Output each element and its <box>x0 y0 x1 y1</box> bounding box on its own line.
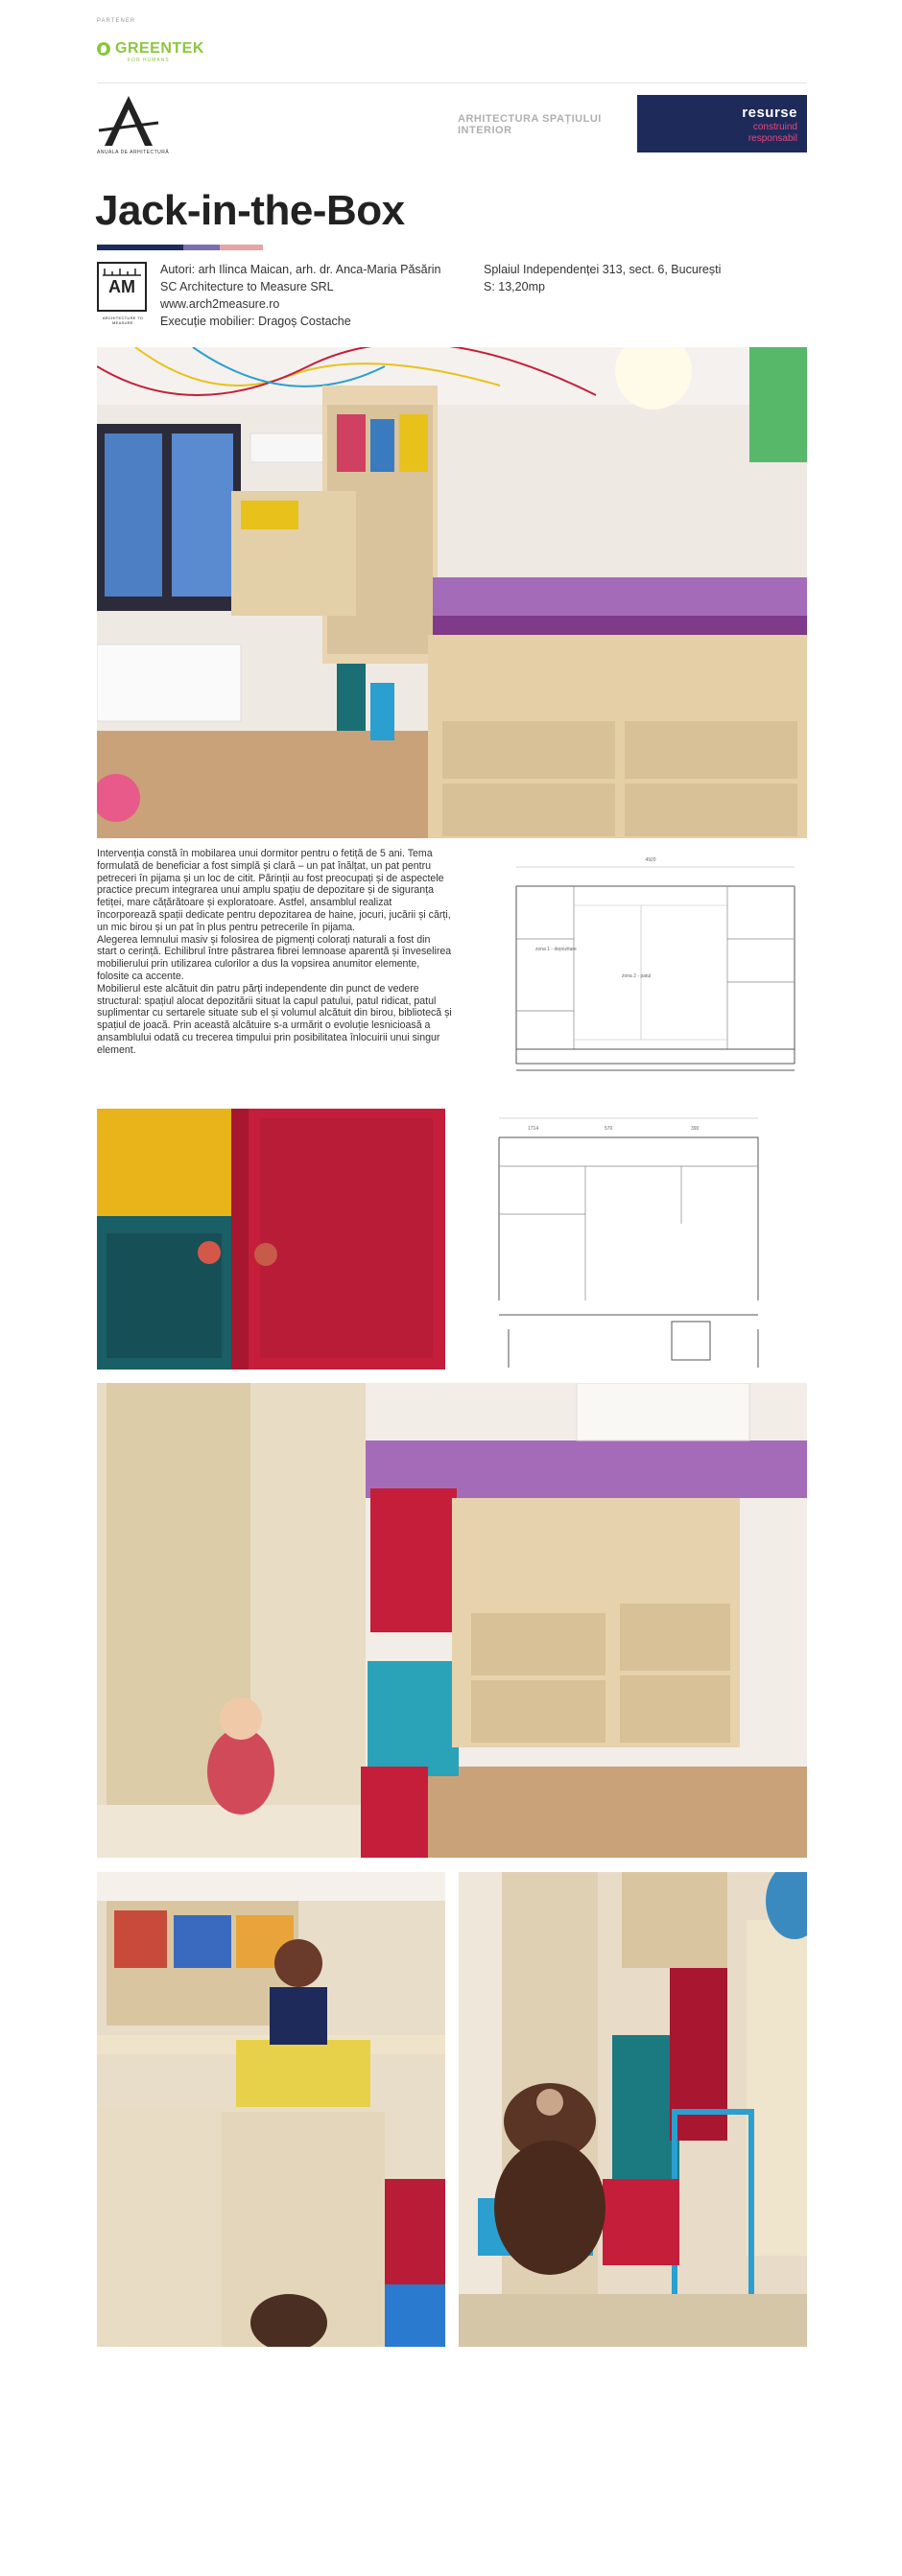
section-title: ARHITECTURA SPAȚIULUI INTERIOR <box>458 113 602 136</box>
title-underline-navy <box>97 245 183 250</box>
description-paragraph-2: Alegerea lemnului masiv și folosirea de pigmenți colorați naturali a fost din start o cerință. Echilibrul între păstrarea fibrei lemnoase aparentă și înveselirea mobilierului prin utilizarea culorilor a dus la vopsirea anumitor elemente, folosite ca accente. <box>97 933 452 982</box>
header-divider <box>97 82 807 83</box>
am-logo-text: AM <box>108 277 135 296</box>
anuala-label: ANUALA DE ARHITECTURĂ <box>97 150 170 155</box>
plan-drawing <box>470 1109 770 1368</box>
credit-website[interactable]: www.arch2measure.ro <box>160 297 280 311</box>
credit-company: SC Architecture to Measure SRL <box>160 280 334 293</box>
plan-dim-4: 390 <box>691 1126 700 1132</box>
am-logo-icon <box>97 262 147 312</box>
am-logo-subtitle: ARCHITECTURE TO MEASURE <box>102 316 144 325</box>
project-address: Splaiul Independenței 313, sect. 6, București <box>484 263 722 276</box>
credit-authors: Autori: arh Ilinca Maican, arh. dr. Anca-Maria Păsărin <box>160 263 441 276</box>
sponsor-logo <box>637 95 807 152</box>
hero-photo <box>97 347 807 838</box>
anuala-logo-icon <box>95 94 162 148</box>
sponsor-name: resurse <box>742 105 797 121</box>
desk-photo <box>97 1872 445 2347</box>
partner-label: PARTENER <box>97 18 136 24</box>
description-paragraph-3: Mobilierul este alcătuit din patru părți independente din punct de vedere structural: spațiul alocat depozitării situat la capul patului, patul ridicat, patul suplimentar cu sertarele situate sub el și volumul alcătuit din birou, bibliotecă și spațiul de joacă. Prin această alcătuire s-a urmărit o evoluție lesnicioasă a ansamblului odată cu trecerea timpului prin posibilitatea înlocuirii unui singur element. <box>97 982 452 1056</box>
project-area: S: 13,20mp <box>484 280 545 293</box>
project-description <box>97 848 452 1057</box>
section-label-1: zona 1 - depozitare <box>535 947 577 952</box>
section-label-2: zona 2 - patul <box>622 973 652 979</box>
plan-dim-1: 4920 <box>645 857 656 863</box>
storage-photo <box>459 1872 807 2347</box>
partner-name: GREENTEK <box>115 40 204 57</box>
title-underline-pink <box>220 245 263 250</box>
title-underline-purple <box>183 245 220 250</box>
description-paragraph-1: Intervenția constă în mobilarea unui dormitor pentru o fetiță de 5 ani. Tema formulată de beneficiar a fost simplă și clară – un pat înălțat, un pat pentru petreceri în pijama și un loc de citit. Părinții au fost preocupați și de aspectele practice precum integrarea unui amplu spațiu de depozitare și de siguranța fetiței, mare cățărătoare și exploratoare. Astfel, ansamblul realizat încorporează spații dedicate pentru depozitarea de haine, jocuri, jucării și cărți, un mic birou și un pat în plus pentru petrecerile în pijama. <box>97 848 451 933</box>
page-title: Jack-in-the-Box <box>95 187 405 234</box>
sponsor-line-1: construind <box>752 122 797 132</box>
credit-furniture: Execuție mobilier: Dragoș Costache <box>160 315 351 328</box>
plan-dim-2: 1714 <box>528 1126 539 1132</box>
partner-tagline: FOR HUMANS <box>128 58 170 63</box>
section-drawing <box>507 848 807 1083</box>
closeup-photo <box>97 1109 445 1370</box>
bed-photo <box>97 1383 807 1858</box>
sponsor-line-2: responsabil <box>748 133 797 144</box>
greentek-logo-icon <box>97 42 110 56</box>
ruler-icon <box>103 267 141 276</box>
plan-dim-3: 570 <box>605 1126 613 1132</box>
